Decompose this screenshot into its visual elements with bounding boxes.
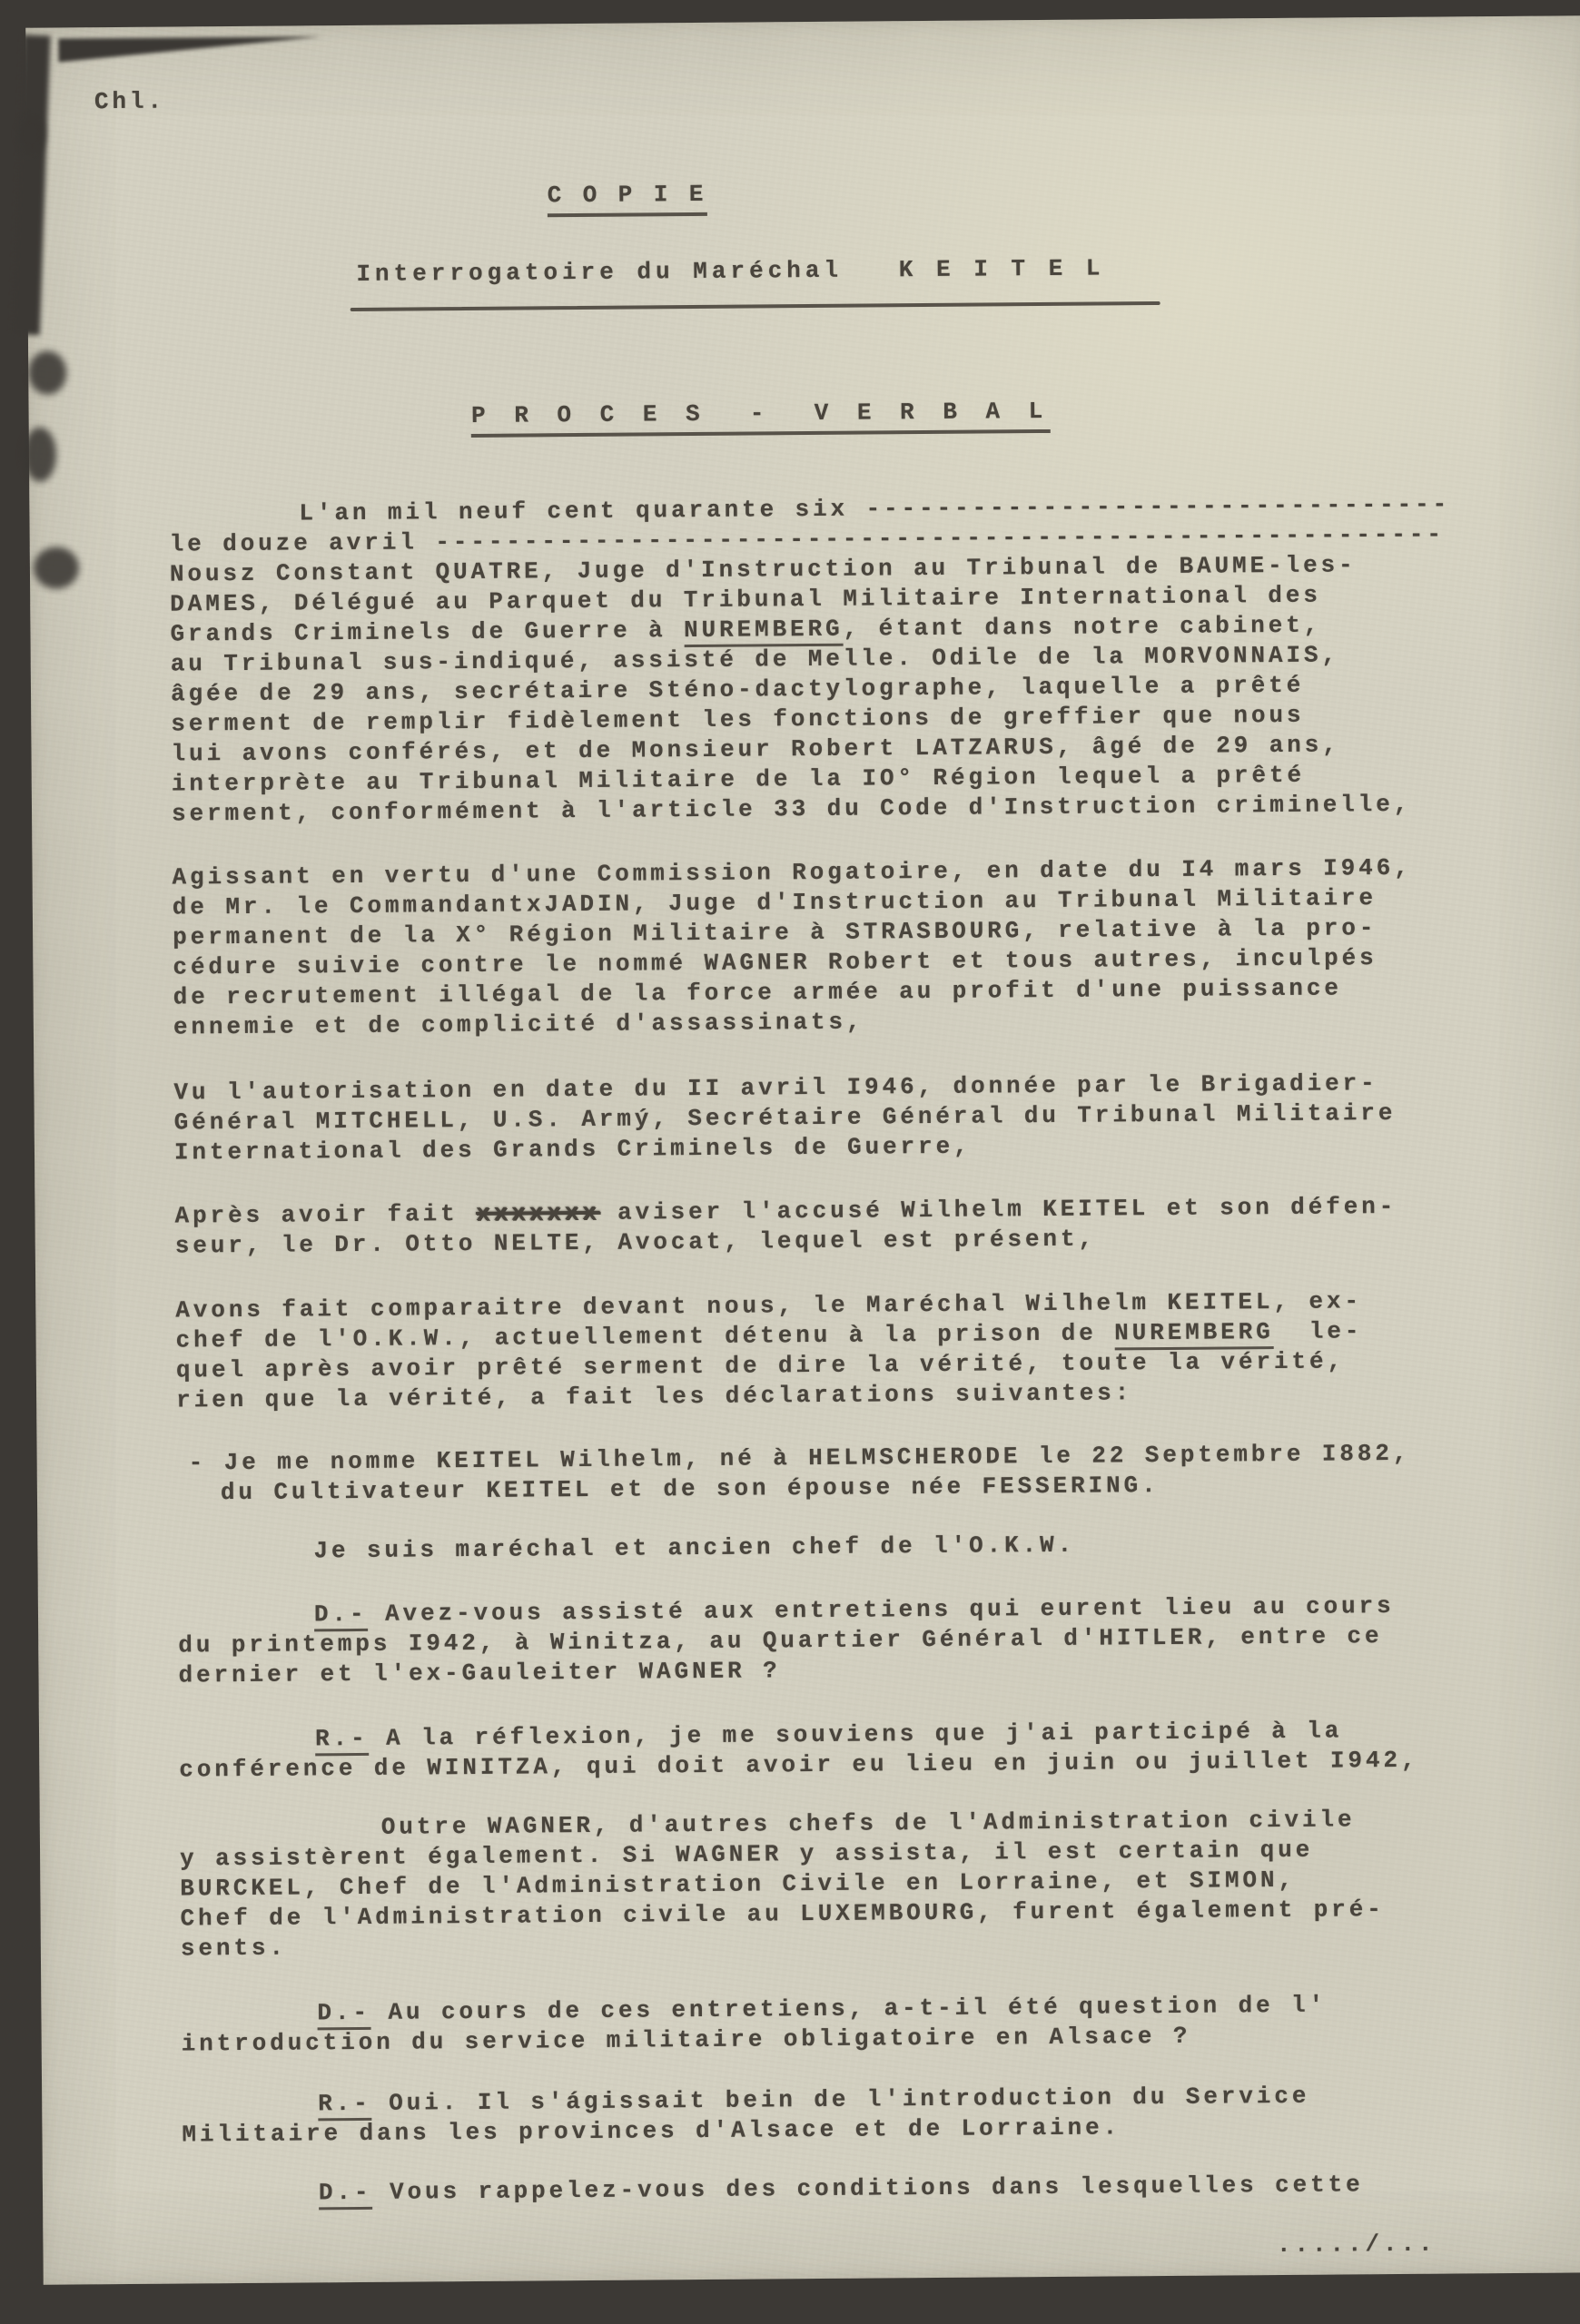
line: y assistèrent également. Si WAGNER y assista, il est certain que bbox=[179, 1836, 1314, 1873]
line: conférence de WINITZA, qui doit avoir eu lieu en juin ou juillet I942, bbox=[179, 1746, 1419, 1784]
paragraph-autorisation bbox=[173, 1068, 1482, 1167]
line: interprète au Tribunal Militaire de la IO° Région lequel a prêté bbox=[171, 761, 1306, 798]
paragraph-fonction bbox=[177, 1527, 1485, 1567]
document-body bbox=[169, 489, 1490, 2209]
line: BURCKEL, Chef de l'Administration Civile en Lorraine, et SIMON, bbox=[180, 1866, 1297, 1903]
line: Je suis maréchal et ancien chef de l'O.K.W. bbox=[313, 1531, 1076, 1565]
page-continuation-mark: ...../... bbox=[1276, 2230, 1437, 2260]
title-interrogatoire: Interrogatoire du Maréchal K E I T E L bbox=[356, 254, 1105, 288]
reponse-reflexion bbox=[179, 1715, 1486, 1785]
line: Avons fait comparaitre devant nous, le Maréchal Wilhelm KEITEL, ex- bbox=[175, 1287, 1363, 1324]
struck-text: xxxxxxx bbox=[475, 1198, 600, 1227]
paper-torn-left-edge bbox=[13, 34, 51, 335]
line: quel après avoir prêté serment de dire la vérité, toute la vérité, bbox=[175, 1347, 1346, 1384]
line: Nousz Constant QUATRE, Juge d'Instruction au Tribunal de BAUME-les- bbox=[169, 551, 1357, 588]
edge-smudge bbox=[34, 547, 79, 588]
line: de Mr. le CommandantxJADIN, Juge d'Instruction au Tribunal Militaire bbox=[172, 884, 1378, 921]
paragraph-aviser bbox=[174, 1191, 1482, 1261]
line: cédure suivie contre le nommé WAGNER Robert et tous autres, inculpés bbox=[173, 944, 1378, 981]
question-conditions bbox=[183, 2169, 1490, 2209]
reponse-oui bbox=[182, 2080, 1489, 2150]
line: de recrutement illégal de la force armée au profit d'une puissance bbox=[173, 974, 1342, 1011]
question-entretiens bbox=[178, 1590, 1486, 1690]
line: le douze avril --------------------------------------------------------- bbox=[169, 520, 1445, 558]
line: au Tribunal sus-indiqué, assisté de Melle. Odile de la MORVONNAIS, bbox=[170, 641, 1340, 678]
text-segment: Avez-vous assisté aux entretiens qui eurent lieu au cours bbox=[367, 1592, 1395, 1628]
paragraph-autres-chefs bbox=[180, 1804, 1488, 1964]
paragraph-comparution bbox=[175, 1285, 1484, 1415]
text-segment: le- bbox=[1273, 1317, 1363, 1346]
line: Militaire dans les provinces d'Alsace et de Lorraine. bbox=[182, 2113, 1121, 2149]
line: Chef de l'Administration civile au LUXEMBOURG, furent également pré- bbox=[180, 1896, 1385, 1933]
paragraph-commission bbox=[172, 852, 1481, 1042]
question-label: D.- bbox=[314, 1600, 368, 1631]
paragraph-identite bbox=[177, 1438, 1485, 1508]
text-segment: A la réflexion, je me souviens que j'ai participé à la bbox=[368, 1717, 1343, 1752]
line: dernier et l'ex-Gauleiter WAGNER ? bbox=[178, 1657, 781, 1689]
title-proces-verbal bbox=[414, 373, 1050, 463]
question-label: D.- bbox=[317, 1999, 370, 2030]
text-segment: Oui. Il s'ágissait bein de l'introduction du Service bbox=[370, 2082, 1310, 2117]
text-segment: aviser l'accusé Wilhelm KEITEL et son défen- bbox=[599, 1192, 1397, 1226]
line: du printemps I942, à Winitza, au Quartier Général d'HITLER, entre ce bbox=[178, 1622, 1383, 1659]
line: ennemie et de complicité d'assassinats, bbox=[173, 1008, 864, 1041]
question-service-militaire bbox=[181, 1989, 1488, 2059]
line: L'an mil neuf cent quarante six --------------------------------- bbox=[299, 490, 1451, 527]
text-segment: , étant dans notre cabinet, bbox=[843, 611, 1322, 643]
line: rien que la vérité, a fait les déclarations suivantes: bbox=[176, 1379, 1133, 1414]
line: serment de remplir fidèlement les fonctions de greffier que nous bbox=[171, 701, 1305, 738]
paper-tear-top-left bbox=[58, 36, 321, 62]
line: Outre WAGNER, d'autres chefs de l'Administration civile bbox=[380, 1806, 1356, 1841]
text-segment: Après avoir fait bbox=[174, 1199, 477, 1230]
title-proces-verbal-text: P R O C E S - V E R B A L bbox=[471, 399, 1051, 438]
edge-smudge bbox=[28, 350, 66, 394]
line: serment, conformément à l'article 33 du Code d'Instruction criminelle, bbox=[171, 790, 1412, 828]
title-copie bbox=[476, 156, 706, 243]
line: DAMES, Délégué au Parquet du Tribunal Militaire International des bbox=[170, 581, 1322, 618]
paragraph-preamble bbox=[169, 489, 1479, 829]
answer-label: R.- bbox=[315, 1725, 369, 1756]
text-segment: chef de l'O.K.W., actuellement détenu à la prison de bbox=[175, 1319, 1115, 1354]
text-segment: Vous rappelez-vous des conditions dans lesquelles cette bbox=[371, 2171, 1364, 2206]
line: Agissant en vertu d'une Commission Rogatoire, en date du I4 mars I946, bbox=[172, 853, 1412, 891]
line: lui avons conférés, et de Monsieur Robert LATZARUS, âgé de 29 ans, bbox=[171, 731, 1340, 768]
edge-smudge bbox=[19, 115, 44, 153]
question-label: D.- bbox=[319, 2179, 372, 2210]
line: permanent de la X° Région Militaire à STRASBOURG, relative à la pro- bbox=[173, 914, 1378, 951]
line: âgée de 29 ans, secrétaire Sténo-dactylographe, laquelle a prêté bbox=[170, 671, 1305, 708]
line: Vu l'autorisation en date du II avril I946, donnée par le Brigadier- bbox=[173, 1069, 1378, 1107]
edge-smudge bbox=[24, 428, 56, 482]
text-segment: Grands Criminels de Guerre à bbox=[170, 616, 685, 648]
line: - Je me nomme KEITEL Wilhelm, né à HELMSCHERODE le 22 Septembre I882, bbox=[188, 1439, 1411, 1477]
line: seur, le Dr. Otto NELTE, Avocat, lequel est présent, bbox=[174, 1225, 1097, 1260]
line: International des Grands Criminels de Guerre, bbox=[173, 1132, 972, 1167]
line: du Cultivateur KEITEL et de son épouse née FESSERING. bbox=[220, 1472, 1160, 1507]
line: Général MITCHELL, U.S. Armý, Secrétaire Général du Tribunal Militaire bbox=[173, 1098, 1397, 1137]
line bbox=[183, 2169, 1490, 2209]
title-underline bbox=[351, 301, 1160, 311]
text-segment: Au cours de ces entretiens, a-t-il été question de l' bbox=[370, 1991, 1328, 2026]
line: sents. bbox=[180, 1934, 288, 1963]
underlined-place-name: NUREMBERG bbox=[1114, 1318, 1274, 1350]
paper-sheet bbox=[25, 15, 1580, 2284]
corner-mark: Chl. bbox=[94, 87, 166, 116]
answer-label: R.- bbox=[318, 2090, 371, 2121]
line: introduction du service militaire obligatoire en Alsace ? bbox=[181, 2022, 1191, 2058]
underlined-place-name: NUREMBERG bbox=[684, 615, 844, 647]
title-copie-text: C O P I E bbox=[548, 182, 707, 217]
